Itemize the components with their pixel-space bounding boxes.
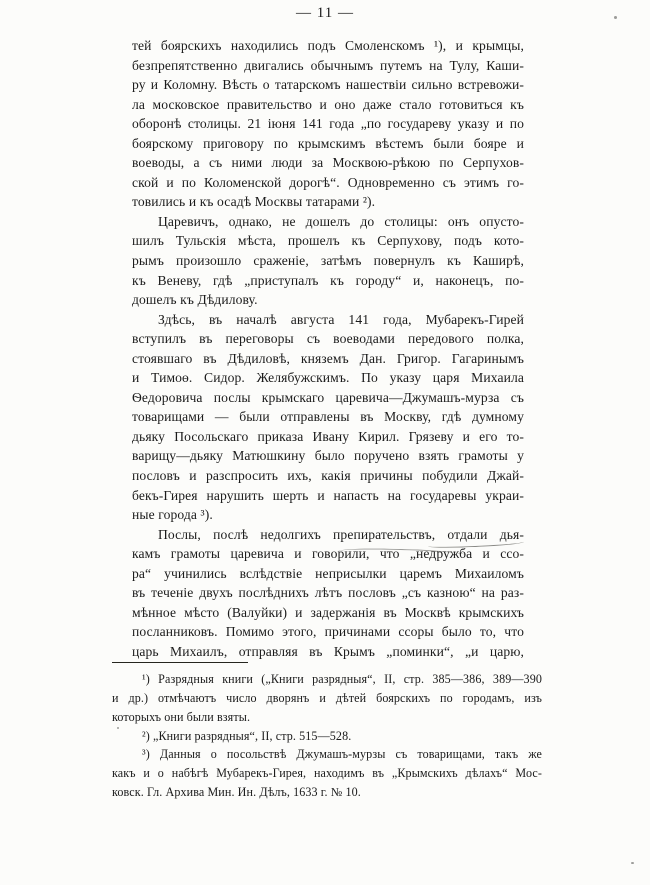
main-text (132, 36, 524, 662)
paragraph (132, 36, 524, 212)
footnotes (112, 670, 542, 802)
text-line: безпрепятственно двигались обычнымъ путемъ на Тулу, Каши- (132, 57, 524, 73)
scan-speck (631, 862, 634, 864)
text-line: стоявшаго въ Дѣдиловѣ, княземъ Дан. Григор. Гагаринымъ (132, 350, 524, 366)
text-line: ру и Коломну. Вѣсть о татарскомъ нашествіи сильно встревожи- (132, 77, 524, 93)
text-line: воеводы, а съ ними люди за Москвою-рѣкою по Серпухов- (132, 155, 524, 171)
text-line: ³) Данныя о посольствѣ Джумашъ-мурзы съ товарищами, такъ же (142, 747, 542, 762)
text-line: къ Веневу, гдѣ „приступалъ къ городу“ и, наконецъ, по- (132, 272, 524, 288)
text-line: мѣнное мѣсто (Валуйки) и задержанія въ Москвѣ крымскихъ (132, 604, 524, 620)
paragraph (132, 525, 524, 662)
text-line: ²) „Книги разрядныя“, II, стр. 515—528. (142, 728, 352, 743)
footnote-item (112, 745, 542, 802)
text-line: Здѣсь, въ началѣ августа 141 года, Мубарекъ-Гирей (158, 311, 524, 327)
text-line: какъ и о набѣгѣ Мубарекъ-Гирея, находимъ въ „Крымскихъ дѣлахъ“ Мос- (112, 766, 542, 781)
text-line: въ теченіе двухъ послѣднихъ лѣтъ пословъ „съ казною“ на раз- (132, 585, 524, 601)
text-line: и др.) отмѣчаютъ число дворянъ и дѣтей боярскихъ по городамъ, изъ (112, 690, 542, 705)
text-line: оборонѣ столицы. 21 іюня 141 года „по государеву указу и по (132, 116, 524, 132)
footnote-item (112, 727, 542, 746)
text-line: рымъ произошло сраженіе, затѣмъ повернулъ къ Каширѣ, (132, 253, 524, 269)
text-line: пословъ и разспросить ихъ, какія причины побудили Джай- (132, 468, 524, 484)
text-line: ской и по Коломенской дорогѣ“. Одновременно съ этимъ го- (132, 174, 524, 190)
text-line: ковск. Гл. Архива Мин. Ин. Дѣлъ, 1633 г. № 10. (112, 785, 361, 800)
text-line: ла московское правительство и оно даже стало готовиться къ (132, 96, 524, 112)
text-line: дошелъ къ Дѣдилову. (132, 292, 258, 308)
page-number-text: — 11 — (296, 5, 354, 21)
page-number (0, 5, 650, 22)
text-line: Ѳедоровича послы крымскаго царевича—Джумашъ-мурза съ (132, 389, 524, 405)
text-line: варищу—дьяку Матюшкину было поручено взять грамоты у (132, 448, 524, 464)
text-line: тей боярскихъ находились подъ Смоленскомъ ¹), и крымцы, (132, 38, 524, 53)
text-line: посланниковъ. Помимо этого, причинами ссоры было то, что (132, 624, 524, 640)
paragraph (132, 212, 524, 310)
text-line: Послы, послѣ недолгихъ препирательствъ, отдали дья- (158, 526, 524, 542)
text-line: боярскому приговору по крымскимъ вѣстемъ были бояре и (132, 135, 524, 151)
scan-speck (117, 727, 119, 729)
paragraph (132, 310, 524, 525)
scan-speck (614, 16, 617, 19)
text-line: камъ грамоты царевича и говорили, что „недружба и ссо- (132, 546, 524, 562)
footnote-item (112, 670, 542, 727)
text-line: товились и къ осадѣ Москвы татарами ²). (132, 194, 376, 210)
text-line: Царевичъ, однако, не дошелъ до столицы: онъ опусто- (158, 213, 524, 229)
text-line: царь Михаилъ, отправляя въ Крымъ „поминки“, „и царю, (132, 643, 524, 659)
text-line: бекъ-Гирея нарушить шерть и напасть на государевы украи- (132, 487, 524, 503)
text-line: дьяку Посольскаго приказа Ивану Кирил. Грязеву и его то- (132, 428, 524, 444)
text-line: товарищами — были отправлены въ Москву, гдѣ думному (132, 409, 524, 425)
text-line: и Тимоѳ. Сидор. Желябужскимъ. По указу царя Михаила (132, 370, 524, 386)
text-line: ¹) Разрядныя книги („Книги разрядныя“, II, стр. 385—386, 389—390 (142, 672, 542, 686)
text-line: шилъ Тульскія мѣста, прошелъ къ Серпухову, подъ кото- (132, 233, 524, 249)
text-line: вступилъ въ переговоры съ воеводами передового полка, (132, 331, 524, 347)
text-line: ра“ учинились вслѣдствіе неприсылки царемъ Михаиломъ (132, 565, 524, 581)
text-line: ные города ³). (132, 507, 213, 523)
footnote-separator (112, 662, 248, 663)
text-line: которыхъ они были взяты. (112, 709, 251, 724)
